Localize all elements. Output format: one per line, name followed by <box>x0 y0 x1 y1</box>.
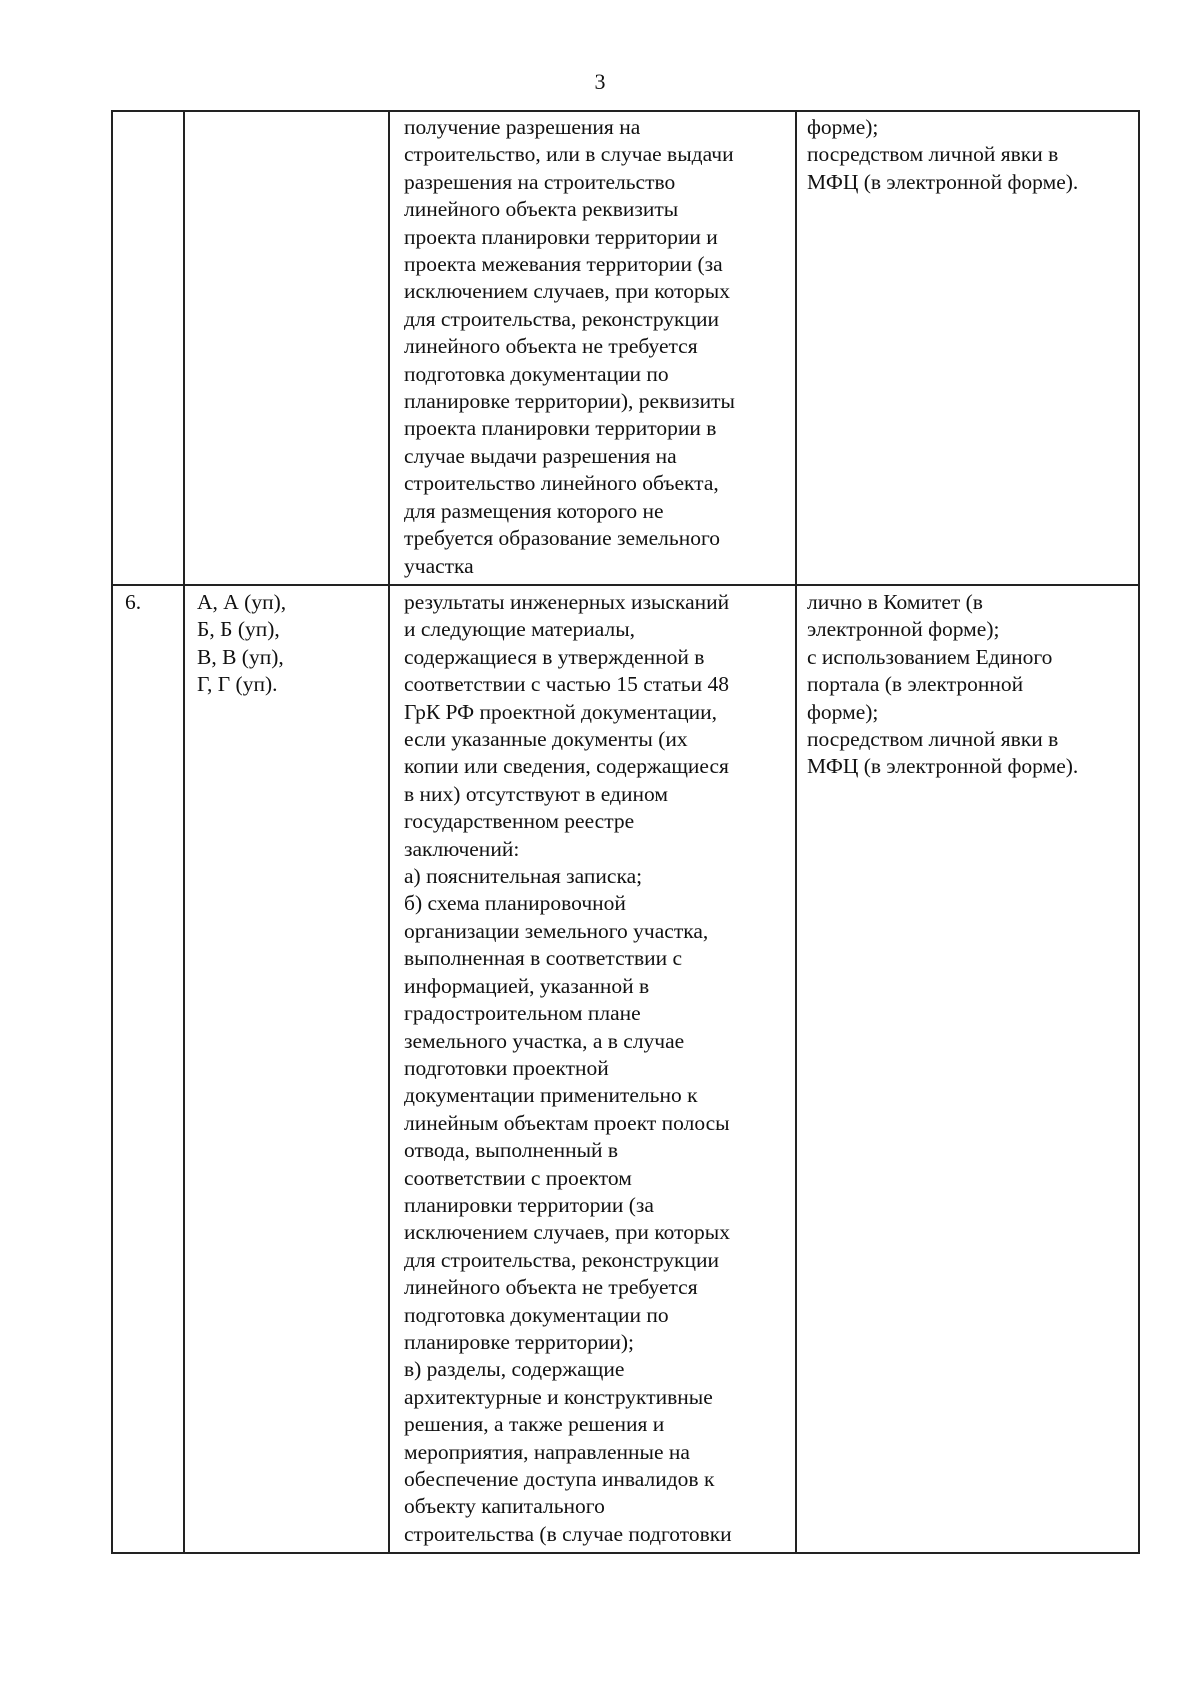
document-table <box>111 110 1140 1554</box>
methods-text: форме); посредством личной явки в МФЦ (в электронной форме). <box>807 115 1079 194</box>
row-number-cell <box>112 111 184 585</box>
row-number-cell <box>112 585 184 1553</box>
methods-cell <box>796 111 1139 585</box>
categories-cell <box>184 111 389 585</box>
methods-text: лично в Комитет (в электронной форме); с использованием Единого портала (в электронной форме); посредством личной явки в МФЦ (в электронной форме). <box>807 590 1079 779</box>
documents-text: результаты инженерных изысканий и следующие материалы, содержащиеся в утвержденной в соответствии с частью 15 статьи 48 ГрК РФ проектной документации, если указанные документы (их копии или сведения, содержащиеся в них) отсутствуют в едином государственном реестре заключений: а) пояснительная записка; б) схема планировочной организации земельного участка, выполненная в соответствии с информацией, указанной в градостроительном плане земельного участка, а в случае подготовки проектной документации применительно к линейным объектам проект полосы отвода, выполненный в соответствии с проектом планировки территории (за исключением случаев, при которых для строительства, реконструкции линейного объекта не требуется подготовка документации по планировке территории); в) разделы, содержащие архитектурные и конструктивные решения, а также решения и мероприятия, направленные на обеспечение доступа инвалидов к объекту капитального строительства (в случае подготовки <box>404 590 732 1546</box>
documents-cell <box>389 111 796 585</box>
categories-text: А, А (уп), Б, Б (уп), В, В (уп), Г, Г (уп). <box>197 590 287 697</box>
documents-text: получение разрешения на строительство, или в случае выдачи разрешения на строительство линейного объекта реквизиты проекта планировки территории и проекта межевания территории (за исключением случаев, при которых для строительства, реконструкции линейного объекта не требуется подготовка документации по планировке территории), реквизиты проекта планировки территории в случае выдачи разрешения на строительство линейного объекта, для размещения которого не требуется образование земельного участка <box>404 115 735 578</box>
categories-cell <box>184 585 389 1553</box>
documents-cell <box>389 585 796 1553</box>
table-row <box>112 585 1139 1553</box>
row-number: 6. <box>125 590 142 614</box>
methods-cell <box>796 585 1139 1553</box>
table-row <box>112 111 1139 585</box>
page-number: 3 <box>594 69 606 94</box>
